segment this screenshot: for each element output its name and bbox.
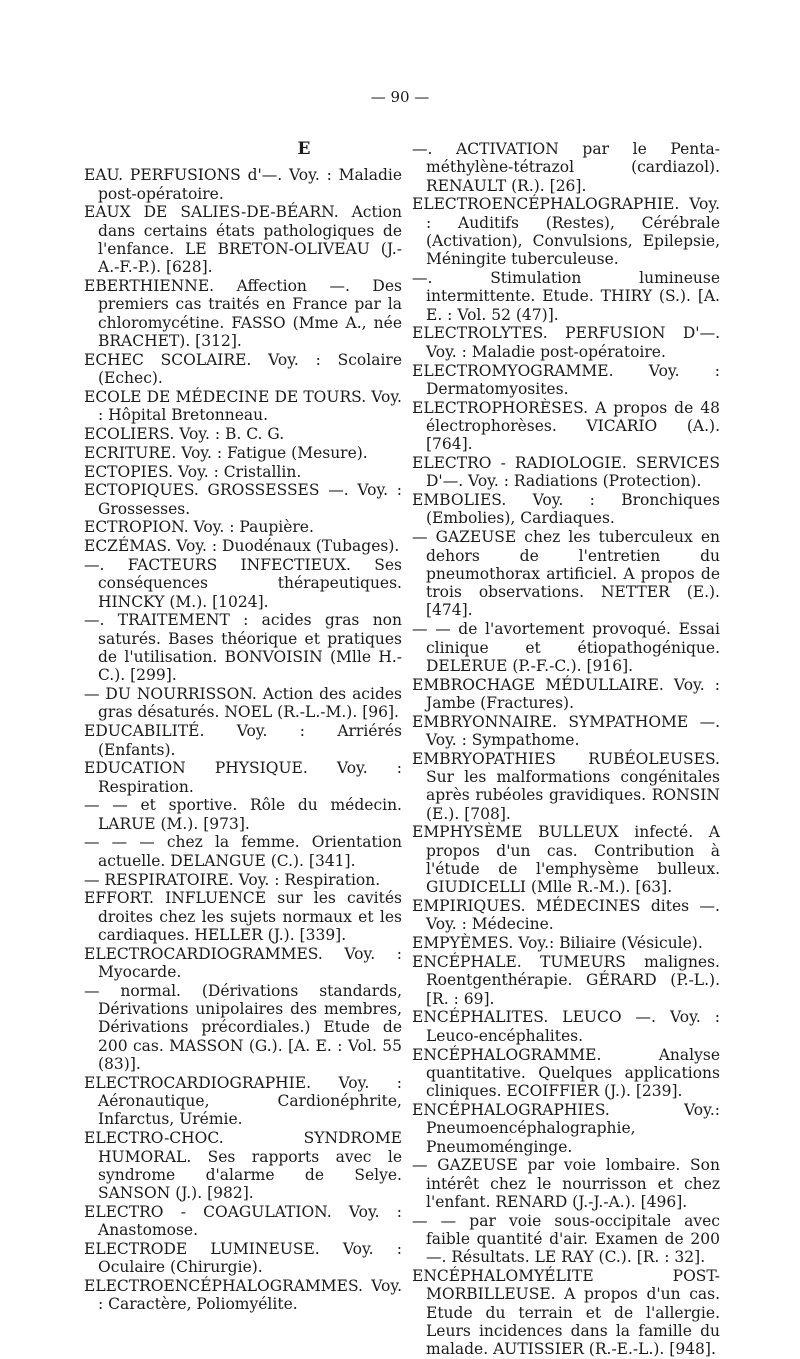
index-entry: ENCÉPHALITES. LEUCO —. Voy. : Leuco-encéphalites. — [412, 1008, 720, 1045]
page-number: — 90 — — [370, 88, 430, 106]
index-entry: —. ACTIVATION par le Penta-méthylène-tétrazol (cardiazol). RENAULT (R.). [26]. — [412, 140, 720, 195]
index-entry: ELECTROMYOGRAMME. Voy. : Dermatomyosites. — [412, 361, 720, 398]
index-entry: EDUCABILITÉ. Voy. : Arriérés (Enfants). — [84, 722, 402, 759]
right-entries — [412, 140, 720, 1359]
index-entry: EMBRYONNAIRE. SYMPATHOME —. Voy. : Sympathome. — [412, 712, 720, 749]
index-entry: ELECTROPHORÈSES. A propos de 48 électrophorèses. VICARIO (A.). [764]. — [412, 398, 720, 454]
index-entry: — — par voie sous-occipitale avec faible quantité d'air. Examen de 200 —. Résultats. LE RAY (C.). [R. : 32]. — [412, 1211, 720, 1267]
index-entry: — — de l'avortement provoqué. Essai clinique et étiopathogénique. DELERUE (P.-F.-C.). [916]. — [412, 620, 720, 675]
right-column — [412, 140, 720, 1359]
index-entry: ELECTROCARDIOGRAMMES. Voy. : Myocarde. — [84, 944, 402, 982]
index-entry: ECTROPION. Voy. : Paupière. — [84, 518, 314, 537]
index-entry: EDUCATION PHYSIQUE. Voy. : Respiration. — [84, 759, 402, 796]
index-entry: EAUX DE SALIES-DE-BÉARN. Action dans certains états pathologiques de l'enfance. LE BRETON-OLIVEAU (J.-A.-F.-P.). [628]. — [84, 203, 402, 277]
index-entry: EBERTHIENNE. Affection —. Des premiers cas traités en France par la chloromycétine. FASSO (Mme A., née BRACHET). [312]. — [84, 277, 402, 350]
index-entry: EMPHYSÈME BULLEUX infecté. A propos d'un cas. Contribution à l'étude de l'emphysème bulleux. GIUDICELLI (Mlle R.-M.). [63]. — [412, 823, 720, 897]
index-entry: ECOLIERS. Voy. : B. C. G. — [84, 424, 285, 443]
index-entry: ECHEC SCOLAIRE. Voy. : Scolaire (Echec). — [84, 350, 402, 388]
index-entry: ELECTRODE LUMINEUSE. Voy. : Oculaire (Chirurgie). — [84, 1240, 402, 1277]
index-entry: EAU. PERFUSIONS d'—. Voy. : Maladie post-opératoire. — [84, 166, 402, 203]
index-entry: ENCÉPHALOGRAMME. Analyse quantitative. Quelques applications cliniques. ECOIFFIER (J.). [239]. — [412, 1045, 720, 1101]
index-entry: — RESPIRATOIRE. Voy. : Respiration. — [84, 870, 381, 889]
index-entry: — DU NOURRISSON. Action des acides gras désaturés. NOEL (R.-L.-M.). [96]. — [84, 685, 402, 722]
index-entry: ELECTROENCÉPHALOGRAPHIE. Voy. : Auditifs (Restes), Cérébrale (Activation), Convulsions, Epilepsie, Méningite tuberculeuse. — [412, 195, 720, 269]
index-entry: ELECTROCARDIOGRAPHIE. Voy. : Aéronautique, Cardionéphrite, Infarctus, Urémie. — [84, 1073, 402, 1129]
index-entry: ELECTROLYTES. PERFUSION D'—. Voy. : Maladie post-opératoire. — [412, 324, 720, 361]
index-entry: ENCÉPHALOMYÉLITE POST-MORBILLEUSE. A propos d'un cas. Etude du terrain et de l'allergie. Leurs incidences dans la famille du malade. AUTISSIER (R.-E.-L.). [948]. — [412, 1267, 720, 1359]
index-entry: — GAZEUSE chez les tuberculeux en dehors de l'entretien du pneumothorax artificiel. A propos de trois observations. NETTER (E.). [474]. — [412, 528, 720, 620]
index-entry: ECTOPIES. Voy. : Cristallin. — [84, 462, 302, 481]
index-entry: — — — chez la femme. Orientation actuelle. DELANGUE (C.). [341]. — [84, 833, 402, 870]
left-column — [84, 140, 402, 1314]
index-entry: EMPIRIQUES. MÉDECINES dites —. Voy. : Médecine. — [412, 897, 720, 934]
index-entry: — GAZEUSE par voie lombaire. Son intérêt chez le nourrisson et chez l'enfant. RENARD (J.-J.-A.). [496]. — [412, 1156, 720, 1211]
left-entries — [84, 166, 402, 1313]
section-letter: E — [297, 139, 311, 159]
index-entry: ELECTRO - COAGULATION. Voy. : Anastomose. — [84, 1202, 402, 1240]
index-entry: ECTOPIQUES. GROSSESSES —. Voy. : Grossesses. — [84, 481, 402, 518]
index-entry: EMPYÈMES. Voy.: Biliaire (Vésicule). — [412, 934, 703, 953]
index-entry: EFFORT. INFLUENCE sur les cavités droites chez les sujets normaux et les cardiaques. HELLER (J.). [339]. — [84, 889, 402, 944]
index-entry: — — et sportive. Rôle du médecin. LARUE (M.). [973]. — [84, 796, 402, 833]
index-entry: ELECTROENCÉPHALOGRAMMES. Voy. : Caractère, Poliomyélite. — [84, 1277, 402, 1314]
index-entry: ENCÉPHALE. TUMEURS malignes. Roentgenthérapie. GÉRARD (P.-L.). [R. : 69]. — [412, 953, 720, 1008]
index-entry: ENCÉPHALOGRAPHIES. Voy.: Pneumoencéphalographie, Pneumoménginge. — [412, 1100, 720, 1156]
index-entry: EMBRYOPATHIES RUBÉOLEUSES. Sur les malformations congénitales après rubéoles gravidiques. RONSIN (E.). [708]. — [412, 749, 720, 823]
index-entry: ELECTRO - RADIOLOGIE. SERVICES D'—. Voy. : Radiations (Protection). — [412, 454, 720, 491]
index-entry: — normal. (Dérivations standards, Dérivations unipolaires des membres, Dérivations précordiales.) Etude de 200 cas. MASSON (G.). [A. E. : Vol. 55 (83)]. — [84, 981, 402, 1074]
index-entry: EMBROCHAGE MÉDULLAIRE. Voy. : Jambe (Fractures). — [412, 675, 720, 712]
index-entry: EMBOLIES. Voy. : Bronchiques (Embolies), Cardiaques. — [412, 491, 720, 528]
index-entry: —. Stimulation lumineuse intermittente. Etude. THIRY (S.). [A. E. : Vol. 52 (47)]. — [412, 269, 720, 324]
index-entry: ELECTRO-CHOC. SYNDROME HUMORAL. Ses rapports avec le syndrome d'alarme de Selye. SANSON (J.). [982]. — [84, 1129, 402, 1203]
index-entry: ECRITURE. Voy. : Fatigue (Mesure). — [84, 443, 368, 462]
index-entry: ECOLE DE MÉDECINE DE TOURS. Voy. : Hôpital Bretonneau. — [84, 387, 402, 425]
index-entry: —. TRAITEMENT : acides gras non saturés. Bases théorique et pratiques de l'utilisation. BONVOISIN (Mlle H.-C.). [299]. — [84, 611, 402, 685]
index-entry: ECZÉMAS. Voy. : Duodénaux (Tubages). — [84, 537, 400, 556]
index-entry: —. FACTEURS INFECTIEUX. Ses conséquences thérapeutiques. HINCKY (M.). [1024]. — [84, 556, 402, 611]
